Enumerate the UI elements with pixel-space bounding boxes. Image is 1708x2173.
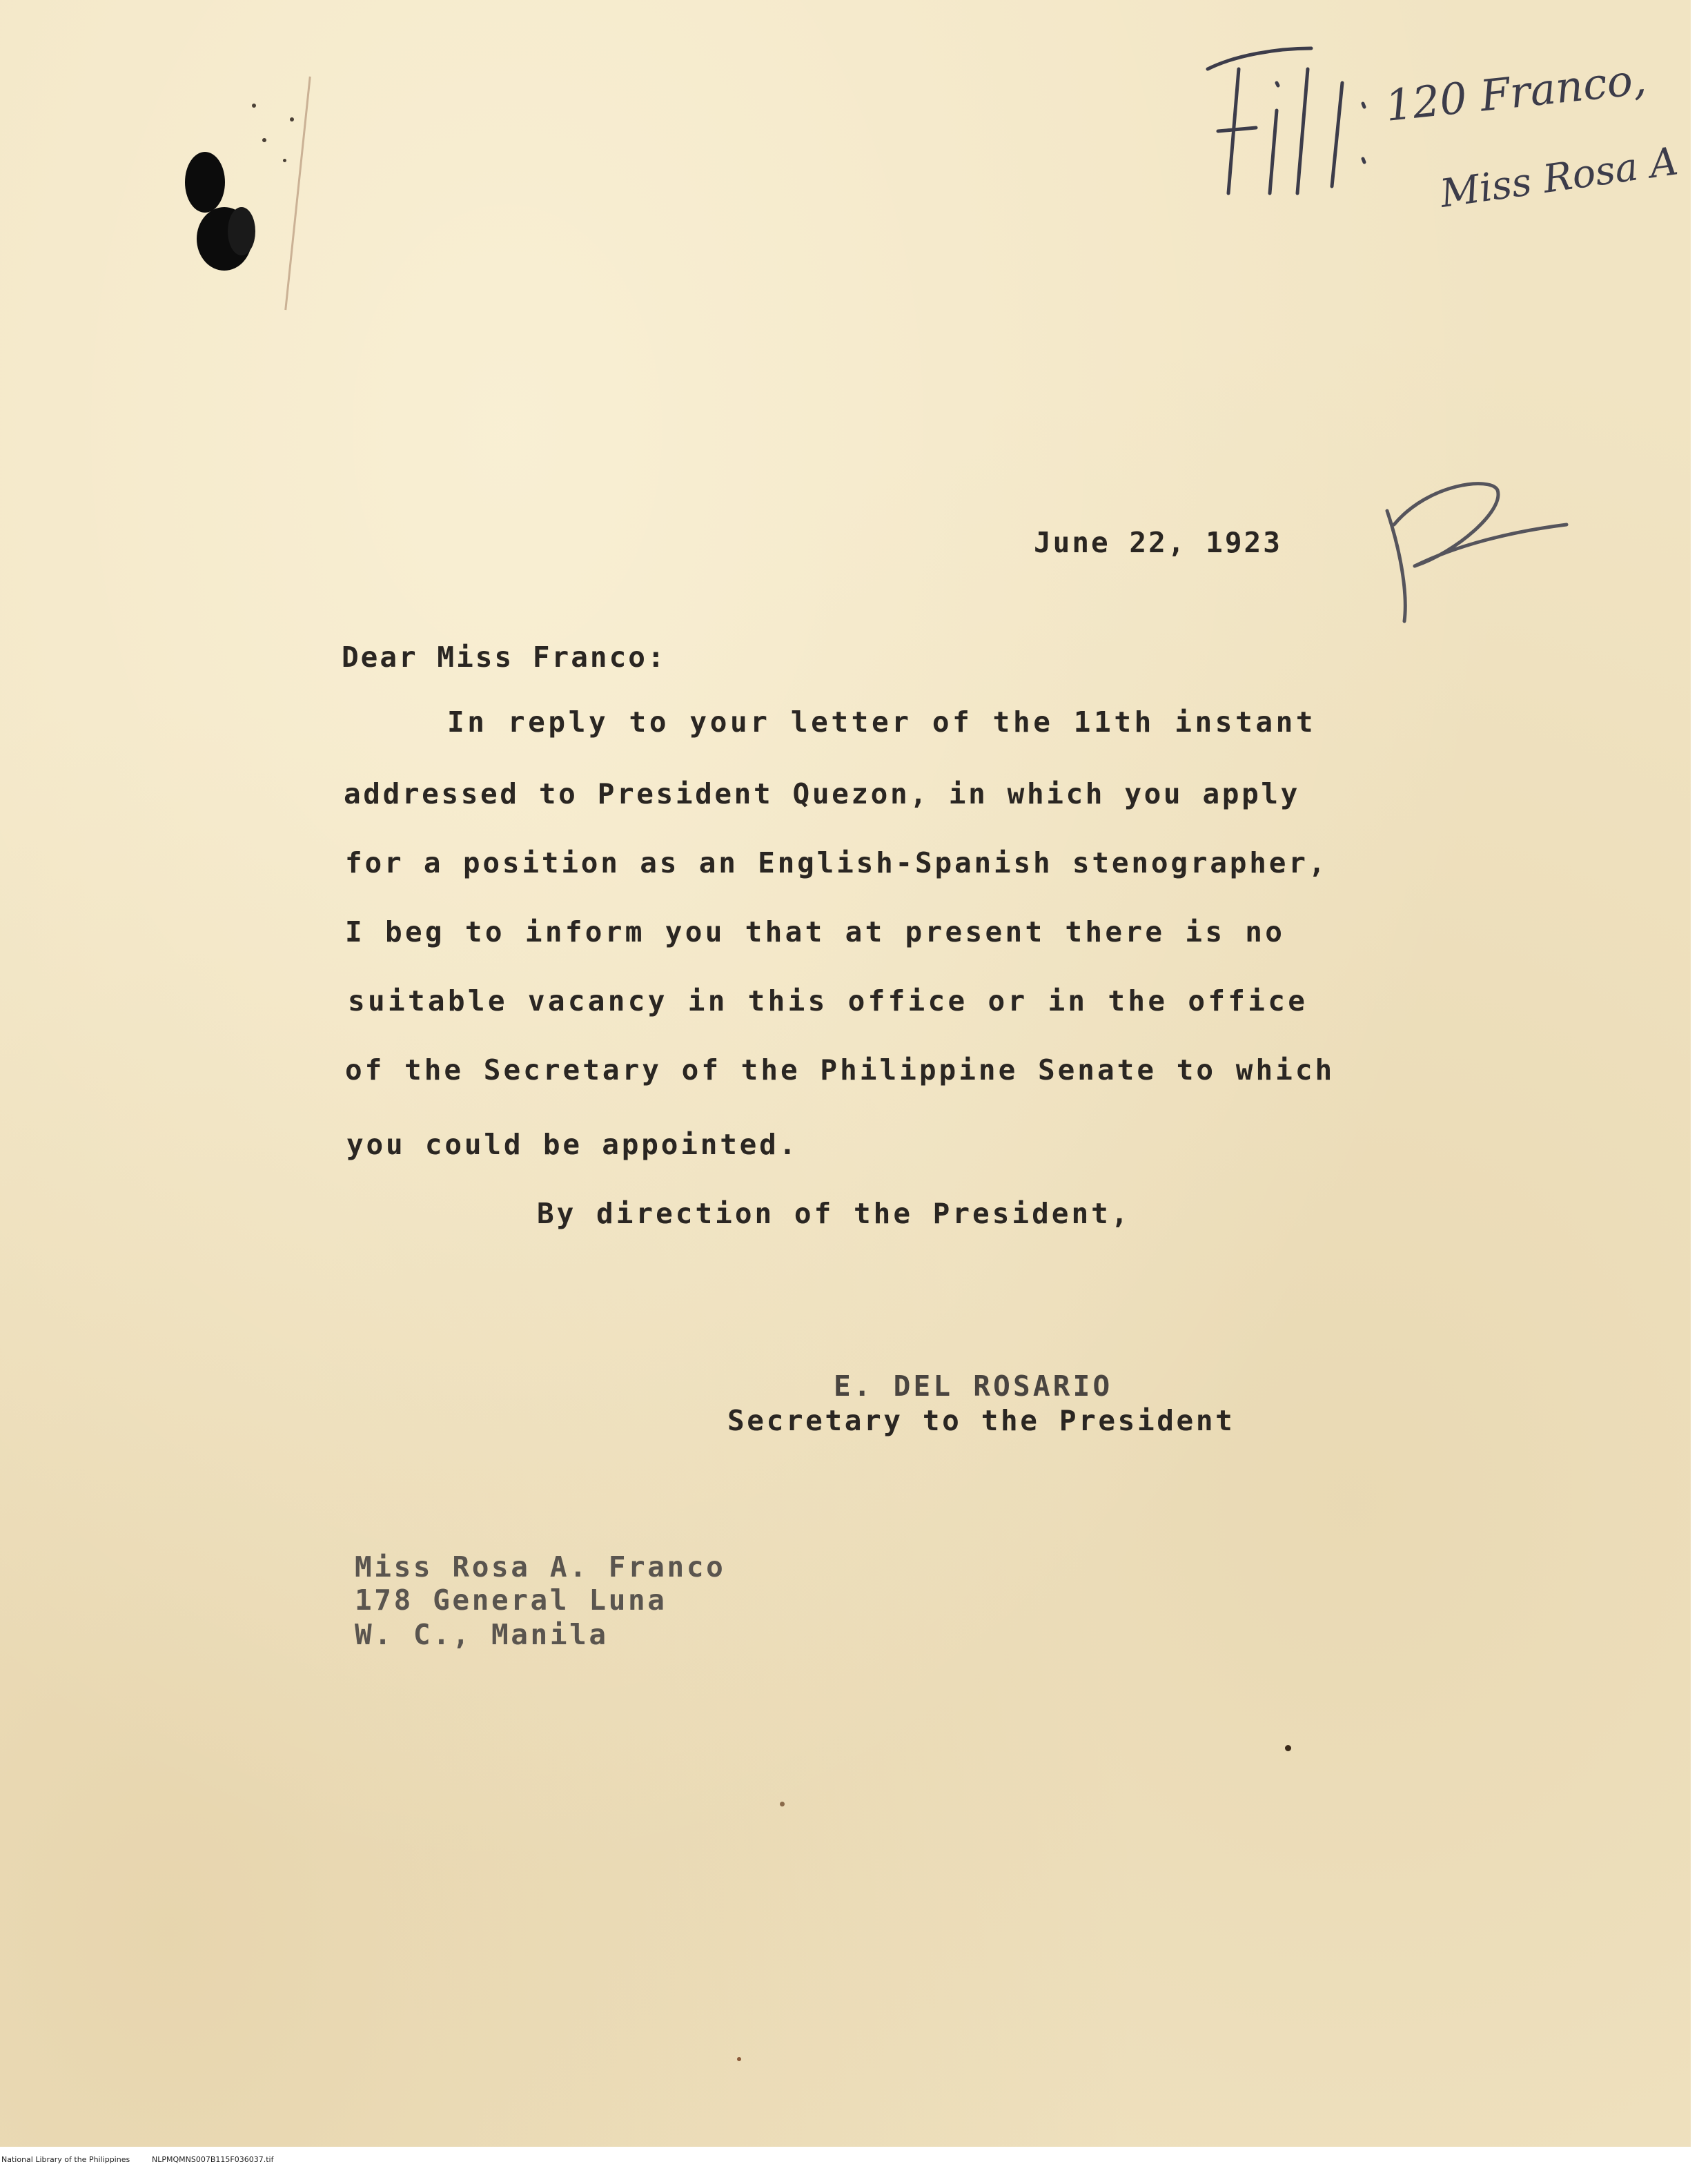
staple-mark (283, 159, 286, 162)
punch-hole-small (228, 207, 255, 255)
handwritten-filing-note (1173, 28, 1691, 249)
handwritten-note-line1: 120 Franco, (1382, 53, 1649, 131)
staple-mark (290, 117, 294, 121)
handwritten-note-line2: Miss Rosa A (1437, 139, 1681, 217)
paper-speck (737, 2057, 741, 2061)
paper-speck (780, 1802, 785, 1806)
footer-library: National Library of the Philippines (1, 2155, 130, 2164)
recipient-line: Miss Rosa A. Franco (355, 1550, 726, 1584)
signature-title: Secretary to the President (727, 1404, 1235, 1437)
body-line: In reply to your letter of the 11th instant (447, 705, 1317, 739)
signature-name: E. DEL ROSARIO (834, 1370, 1113, 1403)
punch-hole-top (185, 152, 225, 213)
recipient-line: W. C., Manila (355, 1618, 609, 1651)
paper-speck (1285, 1745, 1291, 1751)
letter-date: June 22, 1923 (1034, 526, 1282, 559)
footer-file-id: NLPMQMNS007B115F036037.tif (152, 2155, 274, 2164)
recipient-line: 178 General Luna (355, 1584, 667, 1617)
closing-line: By direction of the President, (537, 1197, 1131, 1230)
body-line: I beg to inform you that at present there is no (345, 915, 1286, 948)
body-line: suitable vacancy in this office or in the office (348, 984, 1308, 1017)
salutation: Dear Miss Franco: (342, 641, 667, 674)
body-line: for a position as an English-Spanish stenographer, (345, 846, 1328, 879)
margin-line (284, 77, 311, 310)
handwritten-initial (1373, 469, 1580, 635)
staple-mark (262, 138, 266, 142)
staple-mark (252, 104, 256, 108)
body-line: you could be appointed. (346, 1128, 799, 1161)
body-line: of the Secretary of the Philippine Senate to which (345, 1053, 1335, 1086)
body-line: addressed to President Quezon, in which you apply (344, 777, 1300, 810)
